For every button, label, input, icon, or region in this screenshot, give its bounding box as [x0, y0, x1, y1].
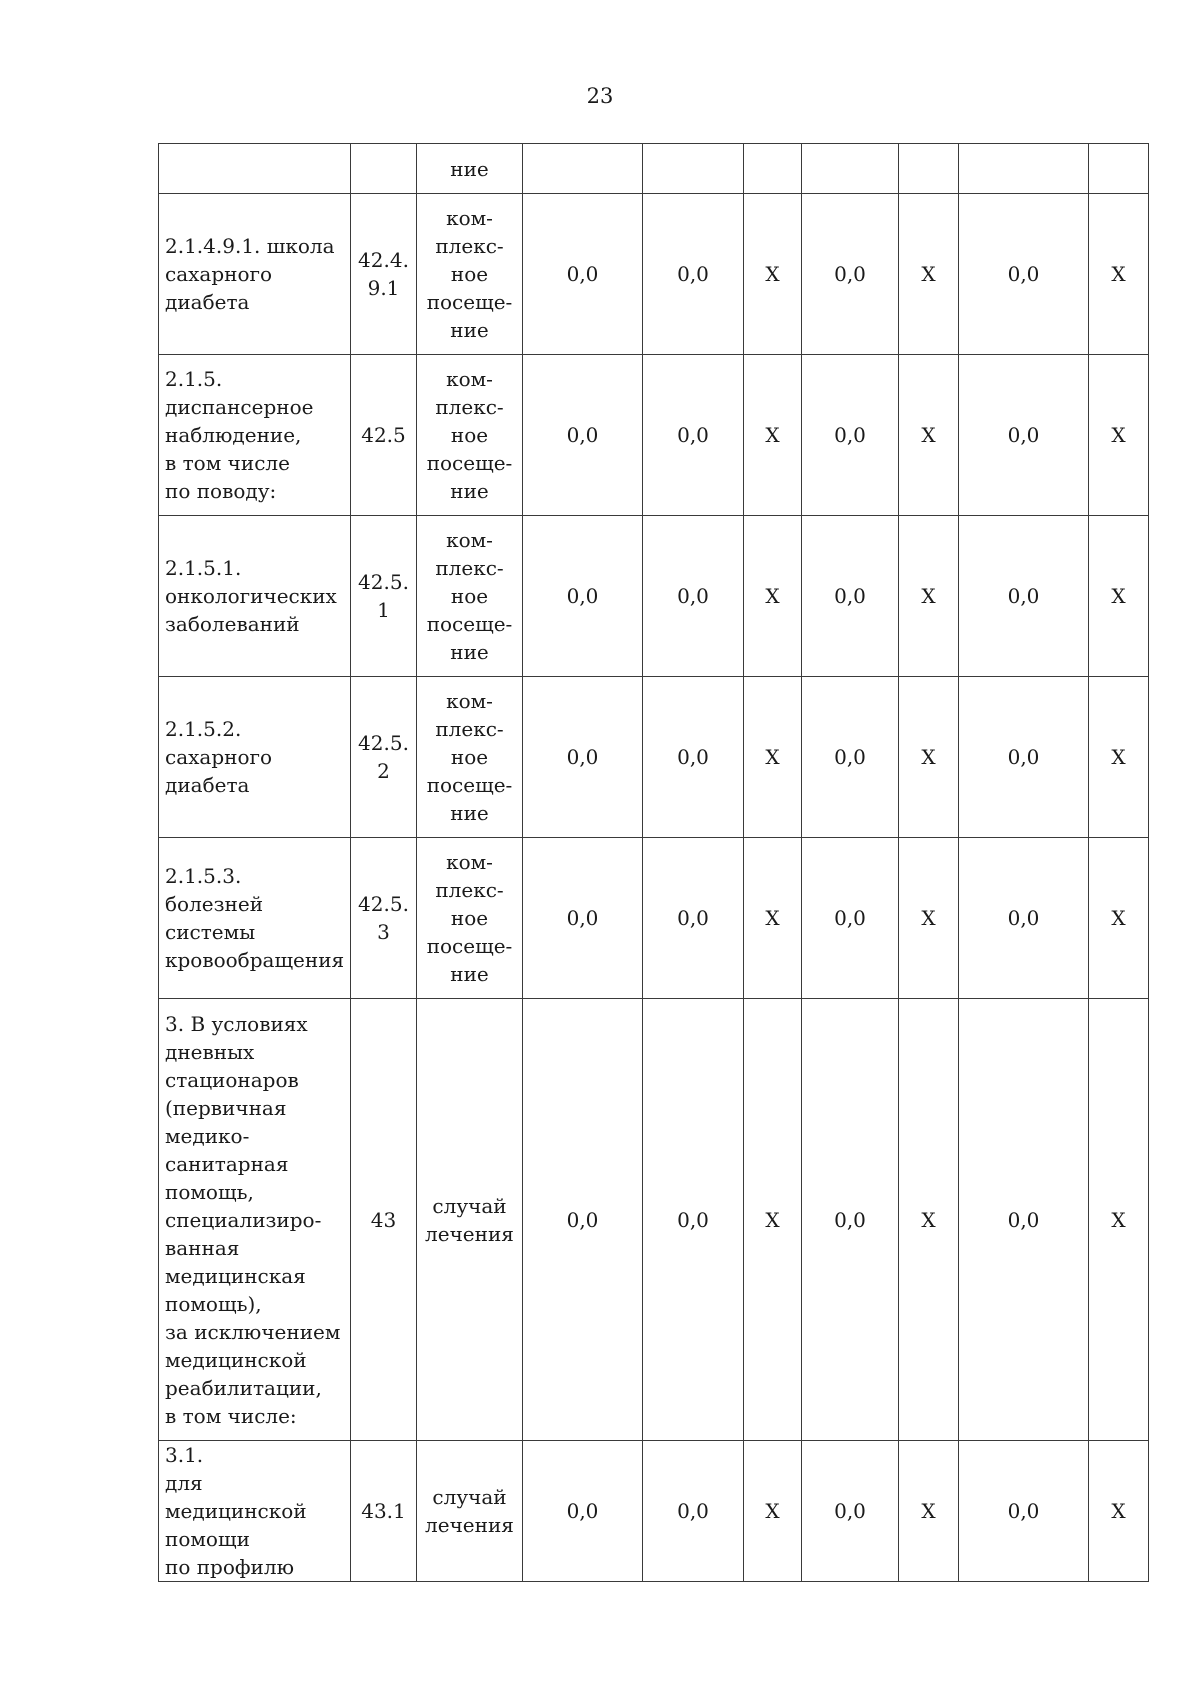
x-mark-cell-2: Х — [899, 677, 959, 838]
row-code-cell: 43 — [351, 999, 417, 1441]
row-name-cell: 2.1.5. диспансерное наблюдение, в том числе по поводу: — [159, 355, 351, 516]
row-unit-cell: ком- плекс- ное посеще- ние — [417, 838, 523, 999]
x-mark-cell-2: Х — [899, 516, 959, 677]
value-cell-3: 0,0 — [802, 1441, 899, 1582]
value-cell-1: 0,0 — [523, 1441, 643, 1582]
table-body — [159, 144, 1149, 1582]
value-cell-1: 0,0 — [523, 838, 643, 999]
value-cell-3: 0,0 — [802, 677, 899, 838]
row-unit-cell: ком- плекс- ное посеще- ние — [417, 516, 523, 677]
x-mark-cell-2: Х — [899, 194, 959, 355]
value-cell-1: 0,0 — [523, 355, 643, 516]
row-code-cell: 42.4. 9.1 — [351, 194, 417, 355]
x-mark-cell-2: Х — [899, 838, 959, 999]
x-mark-cell-1: Х — [744, 194, 802, 355]
row-unit-cell: ком- плекс- ное посеще- ние — [417, 194, 523, 355]
table-row — [159, 194, 1149, 355]
x-mark-cell-2: Х — [899, 1441, 959, 1582]
row-code-cell: 42.5 — [351, 355, 417, 516]
x-mark-cell-2: Х — [899, 355, 959, 516]
x-mark-cell-1: Х — [744, 355, 802, 516]
row-unit-cell: случай лечения — [417, 999, 523, 1441]
value-cell-2: 0,0 — [643, 838, 744, 999]
table-row — [159, 1441, 1149, 1582]
row-unit-cell: ком- плекс- ное посеще- ние — [417, 677, 523, 838]
value-cell-2: 0,0 — [643, 677, 744, 838]
x-mark-cell-1 — [744, 144, 802, 194]
row-name-cell: 3.1. для медицинской помощи по профилю — [159, 1441, 351, 1582]
table-row — [159, 355, 1149, 516]
row-code-cell: 43.1 — [351, 1441, 417, 1582]
table-row — [159, 677, 1149, 838]
value-cell-3: 0,0 — [802, 516, 899, 677]
row-code-cell: 42.5. 2 — [351, 677, 417, 838]
x-mark-cell-1: Х — [744, 516, 802, 677]
value-cell-2: 0,0 — [643, 194, 744, 355]
value-cell-3: 0,0 — [802, 838, 899, 999]
x-mark-cell-1: Х — [744, 1441, 802, 1582]
x-mark-cell-3: Х — [1089, 355, 1149, 516]
value-cell-2 — [643, 144, 744, 194]
value-cell-4: 0,0 — [959, 516, 1089, 677]
x-mark-cell-3: Х — [1089, 1441, 1149, 1582]
x-mark-cell-3: Х — [1089, 194, 1149, 355]
table-row — [159, 516, 1149, 677]
x-mark-cell-1: Х — [744, 677, 802, 838]
row-code-cell: 42.5. 3 — [351, 838, 417, 999]
page-number: 23 — [586, 84, 614, 108]
x-mark-cell-3: Х — [1089, 516, 1149, 677]
x-mark-cell-3 — [1089, 144, 1149, 194]
x-mark-cell-3: Х — [1089, 999, 1149, 1441]
value-cell-1 — [523, 144, 643, 194]
x-mark-cell-2: Х — [899, 999, 959, 1441]
table-row — [159, 838, 1149, 999]
row-code-cell — [351, 144, 417, 194]
row-name-cell: 2.1.4.9.1. школа сахарного диабета — [159, 194, 351, 355]
table-row — [159, 999, 1149, 1441]
value-cell-4: 0,0 — [959, 355, 1089, 516]
value-cell-1: 0,0 — [523, 999, 643, 1441]
value-cell-3: 0,0 — [802, 355, 899, 516]
row-unit-cell: ком- плекс- ное посеще- ние — [417, 355, 523, 516]
value-cell-2: 0,0 — [643, 355, 744, 516]
value-cell-4: 0,0 — [959, 838, 1089, 999]
x-mark-cell-2 — [899, 144, 959, 194]
value-cell-2: 0,0 — [643, 516, 744, 677]
value-cell-3 — [802, 144, 899, 194]
row-name-cell: 2.1.5.1. онкологических заболеваний — [159, 516, 351, 677]
value-cell-4: 0,0 — [959, 194, 1089, 355]
row-code-cell: 42.5. 1 — [351, 516, 417, 677]
value-cell-4 — [959, 144, 1089, 194]
table-row — [159, 144, 1149, 194]
row-name-cell: 3. В условиях дневных стационаров (первичная медико- санитарная помощь, специализиро- ванная медицинская помощь), за исключением медицинской реабилитации, в том числе: — [159, 999, 351, 1441]
value-cell-1: 0,0 — [523, 194, 643, 355]
value-cell-4: 0,0 — [959, 1441, 1089, 1582]
value-cell-2: 0,0 — [643, 999, 744, 1441]
value-cell-4: 0,0 — [959, 999, 1089, 1441]
row-unit-cell: случай лечения — [417, 1441, 523, 1582]
value-cell-3: 0,0 — [802, 194, 899, 355]
value-cell-1: 0,0 — [523, 677, 643, 838]
x-mark-cell-3: Х — [1089, 838, 1149, 999]
value-cell-3: 0,0 — [802, 999, 899, 1441]
x-mark-cell-1: Х — [744, 838, 802, 999]
row-name-cell: 2.1.5.3. болезней системы кровообращения — [159, 838, 351, 999]
value-cell-4: 0,0 — [959, 677, 1089, 838]
data-table — [158, 143, 1149, 1582]
x-mark-cell-1: Х — [744, 999, 802, 1441]
row-name-cell — [159, 144, 351, 194]
row-name-cell: 2.1.5.2. сахарного диабета — [159, 677, 351, 838]
x-mark-cell-3: Х — [1089, 677, 1149, 838]
value-cell-1: 0,0 — [523, 516, 643, 677]
row-unit-cell: ние — [417, 144, 523, 194]
value-cell-2: 0,0 — [643, 1441, 744, 1582]
